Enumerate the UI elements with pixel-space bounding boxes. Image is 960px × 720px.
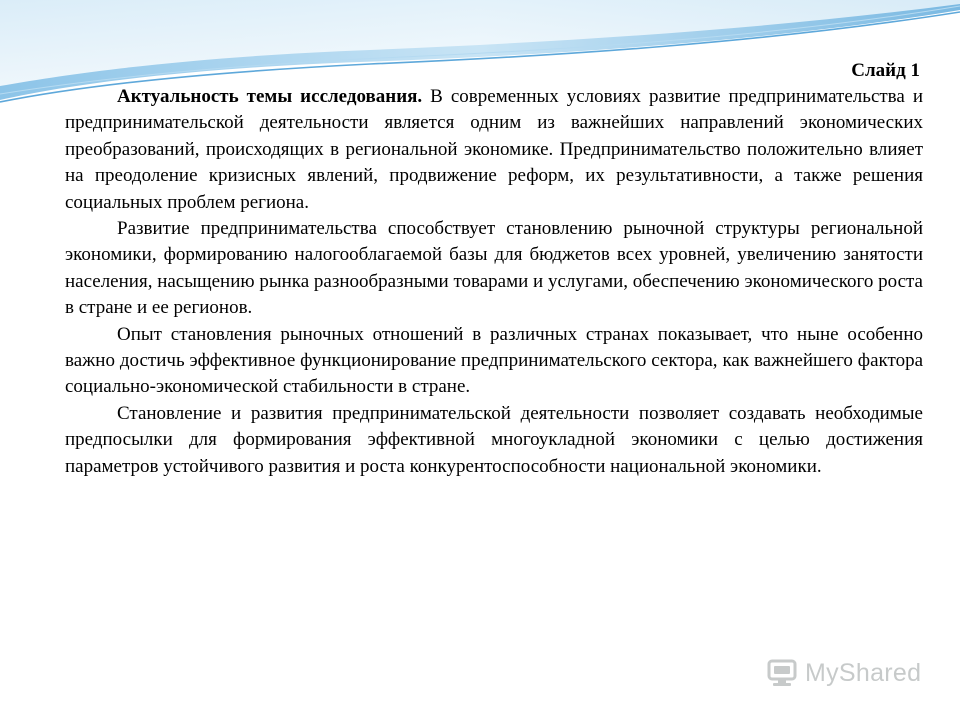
paragraph-relevance <box>65 84 923 216</box>
slide-number: Слайд 1 <box>851 60 920 81</box>
paragraph-development: Развитие предпринимательства способствует становлению рыночной структуры региональной экономики, формированию налогооблагаемой базы для бюджетов всех уровней, увеличению занятости населения, насыщению рынка разнообразными товарами и услугами, обеспечению экономического роста в стране и ее регионов. <box>65 218 923 319</box>
myshared-logo-icon <box>765 658 799 688</box>
paragraph-formation: Становление и развития предпринимательской деятельности позволяет создавать необходимые предпосылки для формирования эффективной многоукладной экономики с целью достижения параметров устойчивого развития и роста конкурентоспособности национальной экономики. <box>65 402 923 477</box>
paragraph-experience: Опыт становления рыночных отношений в различных странах показывает, что ныне особенно важно достичь эффективное функционирование предпринимательского сектора, как важнейшего фактора социально-экономической стабильности в стране. <box>65 323 923 398</box>
slide-body <box>65 84 923 480</box>
watermark <box>765 655 925 691</box>
paragraph-text: В современных условиях развитие предпринимательства и предпринимательской деятельности является одним из важнейших направлений экономических преобразований, происходящих в региональной экономике. Предпринимательство положительно влияет на преодоление кризисных явлений, продвижение реформ, их результативности, а также решения социальных проблем региона. <box>65 86 924 213</box>
paragraph-lead: Актуальность темы исследования. <box>117 86 423 107</box>
watermark-text: MyShared <box>805 658 922 687</box>
